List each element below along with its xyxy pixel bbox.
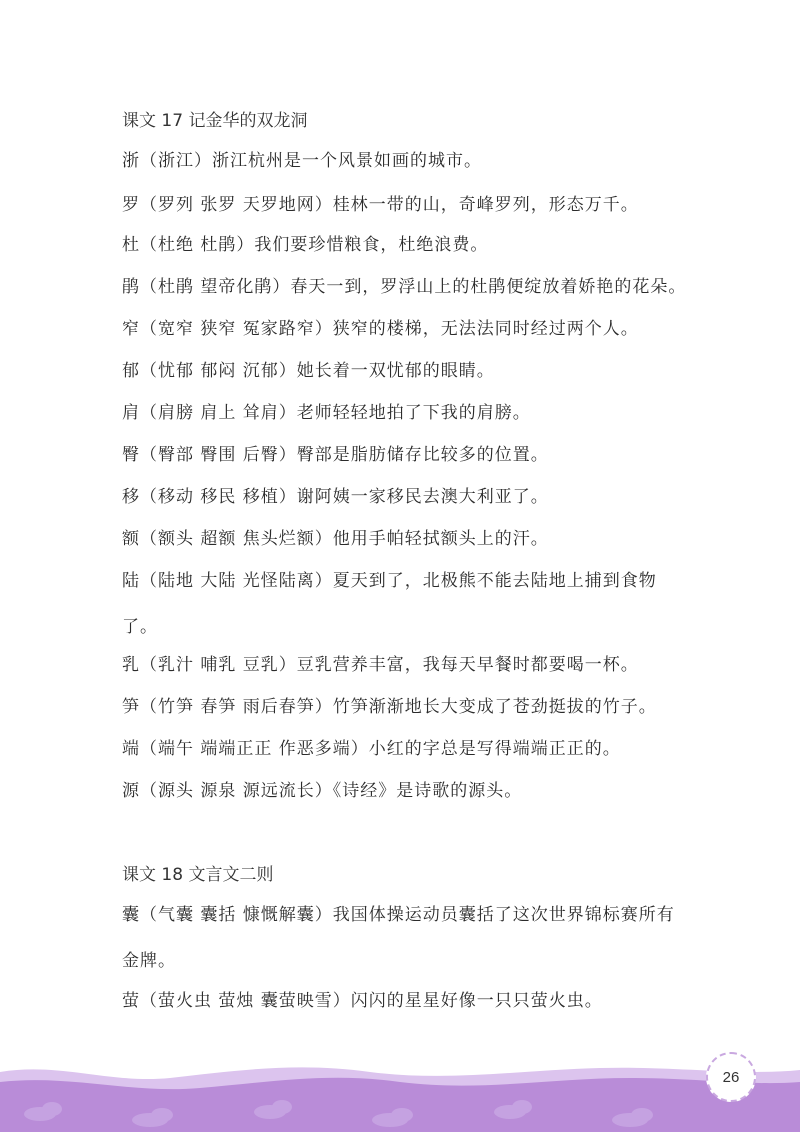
section-title-17: 课文 17 记金华的双龙洞 [122, 111, 308, 131]
decorative-wave-footer [0, 1032, 800, 1132]
vocab-entry: 移（移动 移民 移植）谢阿姨一家移民去澳大利亚了。 [122, 487, 549, 507]
vocab-entry: 臀（臀部 臀围 后臀）臀部是脂肪储存比较多的位置。 [122, 445, 549, 465]
vocab-entry: 罗（罗列 张罗 天罗地网）桂林一带的山，奇峰罗列，形态万千。 [122, 195, 639, 215]
vocab-entry: 额（额头 超额 焦头烂额）他用手帕轻拭额头上的汗。 [122, 529, 549, 549]
vocab-entry: 肩（肩膀 肩上 耸肩）老师轻轻地拍了下我的肩膀。 [122, 403, 531, 423]
vocab-entry: 郁（忧郁 郁闷 沉郁）她长着一双忧郁的眼睛。 [122, 361, 495, 381]
section-title-18: 课文 18 文言文二则 [122, 865, 274, 885]
vocab-entry: 萤（萤火虫 萤烛 囊萤映雪）闪闪的星星好像一只只萤火虫。 [122, 991, 603, 1011]
vocab-entry: 乳（乳汁 哺乳 豆乳）豆乳营养丰富，我每天早餐时都要喝一杯。 [122, 655, 639, 675]
vocab-entry: 陆（陆地 大陆 光怪陆离）夏天到了，北极熊不能去陆地上捕到食物了。 [122, 571, 657, 637]
vocab-entry: 端（端午 端端正正 作恶多端）小红的字总是写得端端正正的。 [122, 739, 621, 759]
vocab-entry: 笋（竹笋 春笋 雨后春笋）竹笋渐渐地长大变成了苍劲挺拔的竹子。 [122, 697, 657, 717]
vocab-entry: 浙（浙江）浙江杭州是一个风景如画的城市。 [122, 151, 482, 171]
page-number: 26 [722, 1068, 740, 1086]
vocab-entry: 杜（杜绝 杜鹃）我们要珍惜粮食，杜绝浪费。 [122, 235, 489, 255]
vocab-entry: 源（源头 源泉 源远流长）《诗经》是诗歌的源头。 [122, 781, 523, 801]
vocab-entry: 窄（宽窄 狭窄 冤家路窄）狭窄的楼梯，无法法同时经过两个人。 [122, 319, 639, 339]
vocab-entry: 鹃（杜鹃 望帝化鹃）春天一到，罗浮山上的杜鹃便绽放着娇艳的花朵。 [122, 277, 687, 297]
vocab-entry: 囊（气囊 囊括 慷慨解囊）我国体操运动员囊括了这次世界锦标赛所有金牌。 [122, 905, 675, 971]
page-number-badge [706, 1052, 756, 1102]
